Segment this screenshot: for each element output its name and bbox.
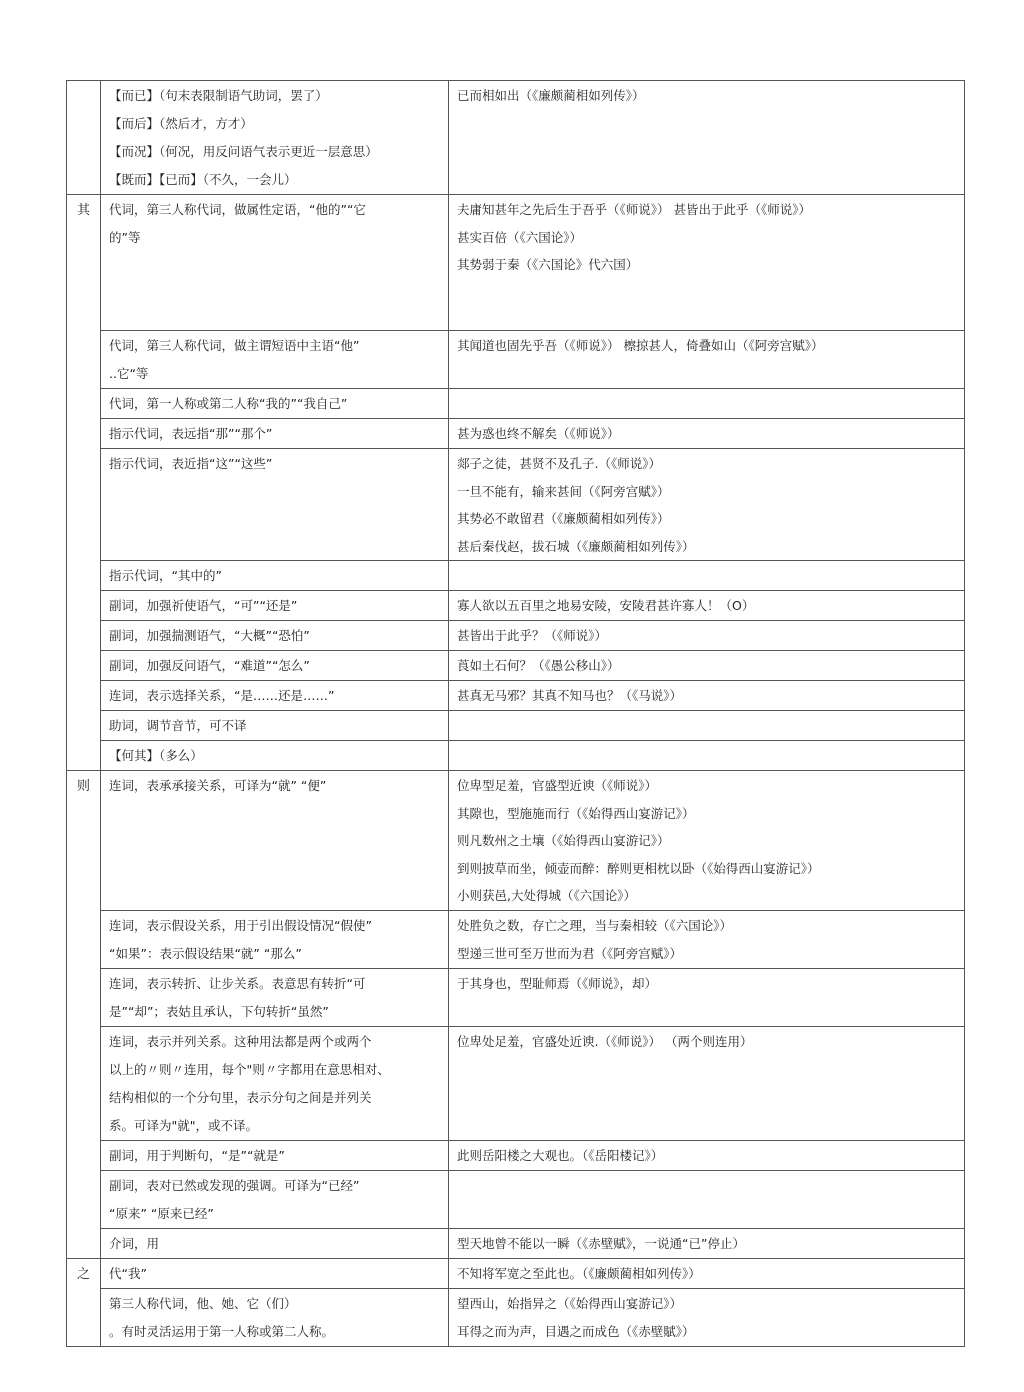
glossary-table <box>66 80 965 1347</box>
example-line: 望西山，始指异之（《始得西山宴游记》） <box>457 1296 683 1311</box>
example-cell <box>449 561 965 591</box>
usage-meaning-cell <box>101 449 449 561</box>
example-cell <box>449 969 965 1027</box>
meaning-line: 代词，第三人称代词，做属性定语，“他的”“它 <box>109 202 366 217</box>
example-cell <box>449 621 965 651</box>
meaning-line: 助词，调节音节，可不译 <box>109 718 247 733</box>
table-row <box>67 651 965 681</box>
example-line: 于其身也，型耻师焉（《师说》，却） <box>457 976 658 991</box>
example-line: 耳得之而为声，目遇之而成色（《赤壁賦》） <box>457 1323 695 1339</box>
usage-meaning-cell <box>101 771 449 911</box>
usage-meaning-cell <box>101 1259 449 1289</box>
meaning-line: 副词，表对已然或发现的强调。可译为“已经” <box>109 1178 360 1193</box>
meaning-line: 副词，加强揣测语气，“大概”“恐怕” <box>109 628 310 643</box>
example-cell <box>449 449 965 561</box>
usage-meaning-cell <box>101 1229 449 1259</box>
example-cell <box>449 591 965 621</box>
example-cell <box>449 195 965 331</box>
example-line: 位卑处足羞，官盛处近谀.（《师说》） （两个则连用） <box>457 1034 753 1049</box>
meaning-line: 的”等 <box>109 230 141 245</box>
example-line: 不知将军宽之至此也。（《廉颇蔺相如列传》） <box>457 1266 701 1281</box>
table-row <box>67 969 965 1027</box>
entry-character: 其 <box>67 195 101 771</box>
example-line: 已而相如出（《廉颇蔺相如列传》） <box>457 88 645 103</box>
table-row <box>67 1027 965 1141</box>
meaning-line: 副词，用于判断句，“是”“就是” <box>109 1148 285 1163</box>
example-cell <box>449 419 965 449</box>
example-line: 一旦不能有，输来甚间（《阿旁宫赋》） <box>457 483 670 499</box>
usage-meaning-cell <box>101 561 449 591</box>
meaning-line: 连词，表示选择关系，“是……还是……” <box>109 688 335 703</box>
usage-meaning-cell <box>101 1289 449 1347</box>
usage-meaning-cell <box>101 389 449 419</box>
meaning-line: 结构相似的一个分句里，表示分句之间是并列关 <box>109 1090 372 1105</box>
example-line: 此则岳阳楼之大观也。（《岳阳楼记》） <box>457 1148 664 1163</box>
table-row <box>67 449 965 561</box>
meaning-line: 指示代词，表远指“那”“那个” <box>109 426 273 441</box>
example-cell <box>449 331 965 389</box>
entry-character: 之 <box>67 1259 101 1347</box>
example-line: 型递三世可至万世而为君（《阿旁宫赋》） <box>457 945 683 961</box>
meaning-line: 【既而】【已而】（不久，一会儿） <box>109 172 297 187</box>
meaning-line: 连词，表承承接关系，可译为“就” “便” <box>109 778 327 793</box>
example-line: 位卑型足羞，官盛型近谀（《师说》） <box>457 778 658 793</box>
example-line: 甚实百倍（《六国论》） <box>457 229 583 245</box>
example-cell <box>449 711 965 741</box>
meaning-line: 代词，第一人称或第二人称“我的”“我自己” <box>109 396 348 411</box>
example-cell <box>449 741 965 771</box>
meaning-line: 【而后】（然后才，方才） <box>109 116 253 131</box>
example-line: 小则获邑,大处得城（《六国论》） <box>457 888 636 903</box>
example-line: 甚为惑也终不解矣（《师说》） <box>457 426 620 441</box>
meaning-line: 连词，表示并列关系。这种用法都是两个或两个 <box>109 1034 372 1049</box>
example-line: 则凡数州之土壤（《始得西山宴游记》） <box>457 833 670 848</box>
example-line: 处胜负之数，存亡之理，当与秦相较（《六国论》） <box>457 918 733 933</box>
usage-meaning-cell <box>101 681 449 711</box>
table-row <box>67 591 965 621</box>
usage-meaning-cell <box>101 741 449 771</box>
usage-meaning-cell <box>101 911 449 969</box>
table-row <box>67 1141 965 1171</box>
table-row <box>67 561 965 591</box>
example-cell <box>449 1027 965 1141</box>
example-cell <box>449 1289 965 1347</box>
meaning-line: 代词，第三人称代词，做主谓短语中主语“他” <box>109 338 360 353</box>
entry-character: 则 <box>67 771 101 1259</box>
example-line: 夫庸知甚年之先后生于吾乎（《师说》） 甚皆出于此乎（《师说》） <box>457 202 811 217</box>
example-cell <box>449 1171 965 1229</box>
table-row <box>67 1229 965 1259</box>
glossary-table-container <box>66 80 964 1347</box>
meaning-line: 副词，加强祈使语气，“可”“还是” <box>109 598 298 613</box>
table-row <box>67 1289 965 1347</box>
example-cell <box>449 911 965 969</box>
usage-meaning-cell <box>101 331 449 389</box>
table-row <box>67 389 965 419</box>
example-cell <box>449 81 965 195</box>
example-line: 甚皆出于此乎？（《师说》） <box>457 628 608 643</box>
example-line: 其势必不敢留君（《廉颇蔺相如列传》） <box>457 511 670 526</box>
meaning-line: 。有时灵活运用于第一人称或第二人称。 <box>109 1324 335 1339</box>
meaning-line: 指示代词，表近指“这”“这些” <box>109 456 273 471</box>
example-line: 莨如土石何？（《愚公移山》） <box>457 658 620 673</box>
example-cell <box>449 1259 965 1289</box>
example-cell <box>449 1141 965 1171</box>
usage-meaning-cell <box>101 1141 449 1171</box>
meaning-line: “如果”：表示假设结果“就” “那么” <box>109 946 302 961</box>
usage-meaning-cell <box>101 969 449 1027</box>
table-row <box>67 741 965 771</box>
example-line: 其隙也，型施施而行（《始得西山宴游记》） <box>457 805 695 821</box>
example-line: 寡人欲以五百里之地易安陵，安陵君甚许寡人！（O） <box>457 598 755 613</box>
meaning-line: 副词，加强反问语气，“难道”“怎么” <box>109 658 310 673</box>
example-line: 甚真无马邪？其真不知马也？（《马说》） <box>457 688 683 703</box>
table-row <box>67 621 965 651</box>
usage-meaning-cell <box>101 621 449 651</box>
table-row <box>67 419 965 449</box>
table-row <box>67 81 965 195</box>
meaning-line: 介词，用 <box>109 1236 160 1251</box>
entry-character <box>67 81 101 195</box>
example-line: 其闻道也固先乎吾（《师说》） 檫掠甚人，倚叠如山（《阿旁宫赋》） <box>457 338 824 353</box>
meaning-line: 以上的〃则〃连用，每个"则〃字都用在意思相对、 <box>109 1062 390 1077</box>
table-row <box>67 681 965 711</box>
example-cell <box>449 681 965 711</box>
meaning-line: 【何其】（多么） <box>109 748 203 763</box>
usage-meaning-cell <box>101 1171 449 1229</box>
meaning-line: 连词，表示假设关系，用于引出假设情况“假使” <box>109 918 372 933</box>
meaning-line: 指示代词，“其中的” <box>109 568 222 583</box>
meaning-line: 【而况】（何况，用反问语气表示更近一层意思） <box>109 144 378 159</box>
example-cell <box>449 651 965 681</box>
example-line: 到则披草而坐，倾壶而醉：醉则更相枕以卧（《始得西山宴游记》） <box>457 860 820 876</box>
table-row <box>67 1171 965 1229</box>
usage-meaning-cell <box>101 651 449 681</box>
meaning-line: 是”“却”；表姑且承认，下句转折“虽然” <box>109 1004 329 1019</box>
example-cell <box>449 771 965 911</box>
example-line: 郯子之徒，甚贤不及孔子.（《师说》） <box>457 456 661 471</box>
table-row <box>67 1259 965 1289</box>
example-line: 甚后秦伐赵，拔石城（《廉颇蔺相如列传》） <box>457 538 695 554</box>
meaning-line: “原来” “原来已经” <box>109 1206 214 1221</box>
example-cell <box>449 389 965 419</box>
meaning-line: ..它“等 <box>109 366 149 381</box>
meaning-line: 【而已】（句末表限制语气助词，罢了） <box>109 88 328 103</box>
meaning-line: 连词，表示转折、让步关系。表意思有转折“可 <box>109 976 366 991</box>
table-row <box>67 911 965 969</box>
meaning-line: 系。可译为"就"，或不译。 <box>109 1118 258 1133</box>
example-line: 其势弱于秦（《六国论》代六国） <box>457 257 639 272</box>
table-row <box>67 331 965 389</box>
usage-meaning-cell <box>101 711 449 741</box>
example-cell <box>449 1229 965 1259</box>
usage-meaning-cell <box>101 419 449 449</box>
usage-meaning-cell <box>101 81 449 195</box>
table-row <box>67 195 965 331</box>
example-line: 型天地曾不能以一瞬（《赤壁赋》，一说通“已”停止） <box>457 1236 745 1251</box>
meaning-line: 代“我” <box>109 1266 147 1281</box>
table-row <box>67 711 965 741</box>
table-row <box>67 771 965 911</box>
usage-meaning-cell <box>101 1027 449 1141</box>
usage-meaning-cell <box>101 591 449 621</box>
meaning-line: 第三人称代词，他、她、它（们） <box>109 1296 297 1311</box>
usage-meaning-cell <box>101 195 449 331</box>
